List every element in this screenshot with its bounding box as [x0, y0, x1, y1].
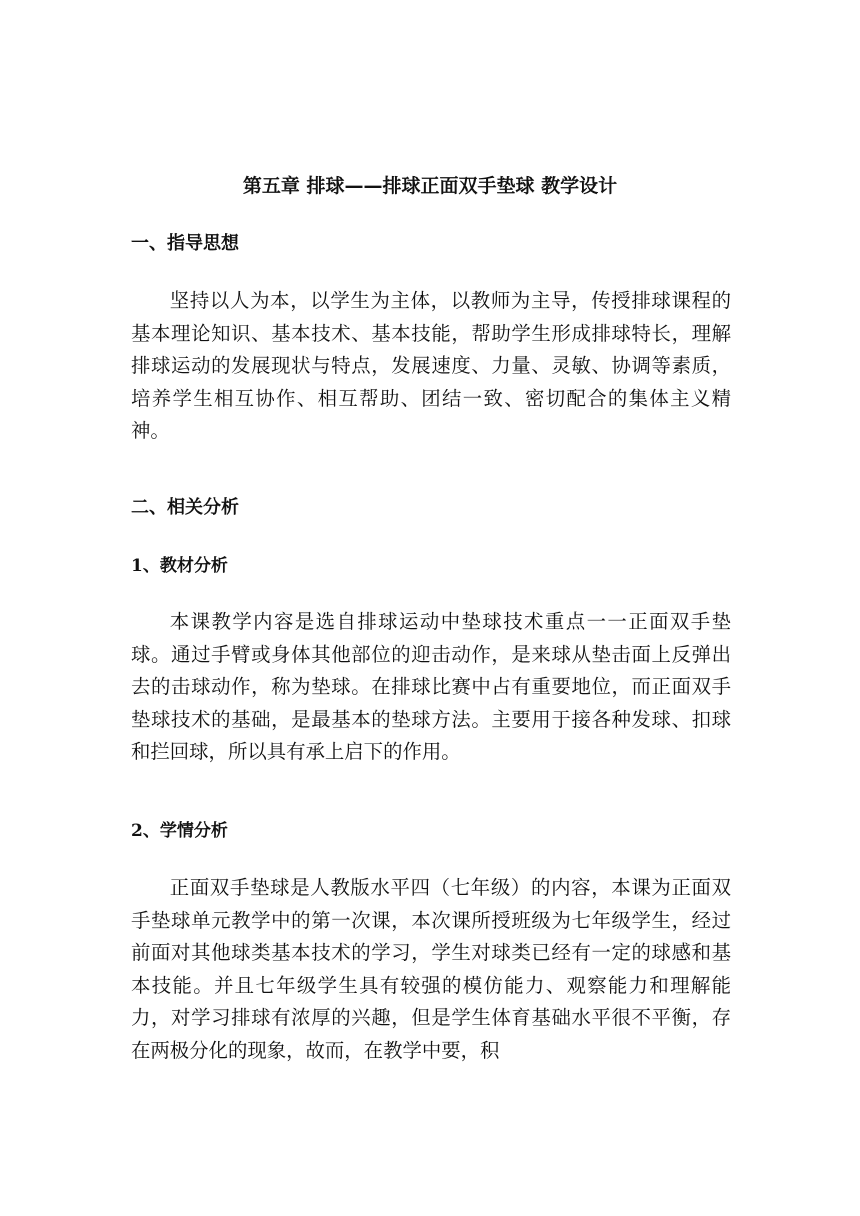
subsection-paragraph-student-analysis: 正面双手垫球是人教版水平四（七年级）的内容，本课为正面双手垫球单元教学中的第一次课，本次课所授班级为七年级学生，经过前面对其他球类基本技术的学习，学生对球类已经有一定的球感和基本技能。并且七年级学生具有较强的模仿能力、观察能力和理解能力，对学习排球有浓厚的兴趣，但是学生体育基础水平很不平衡，存在两极分化的现象，故而，在教学中要，积 [131, 876, 731, 1062]
subsection-heading-textbook-analysis: 1、教材分析 [131, 556, 228, 576]
section-heading-guiding-ideology: 一、指导思想 [131, 233, 239, 254]
section-paragraph-guiding-ideology: 坚持以人为本，以学生为主体，以教师为主导，传授排球课程的基本理论知识、基本技术、基本技能，帮助学生形成排球特长，理解排球运动的发展现状与特点，发展速度、力量、灵敏、协调等素质，培养学生相互协作、相互帮助、团结一致、密切配合的集体主义精神。 [131, 289, 731, 443]
section-heading-related-analysis: 二、相关分析 [131, 497, 239, 518]
document-title: 第五章 排球——排球正面双手垫球 教学设计 [242, 175, 618, 197]
subsection-heading-student-analysis: 2、学情分析 [131, 821, 228, 841]
subsection-paragraph-textbook-analysis: 本课教学内容是选自排球运动中垫球技术重点一一正面双手垫球。通过手臂或身体其他部位的迎击动作，是来球从垫击面上反弹出去的击球动作，称为垫球。在排球比赛中占有重要地位，而正面双手垫球技术的基础，是最基本的垫球方法。主要用于接各种发球、扣球和拦回球，所以具有承上启下的作用。 [131, 610, 731, 764]
